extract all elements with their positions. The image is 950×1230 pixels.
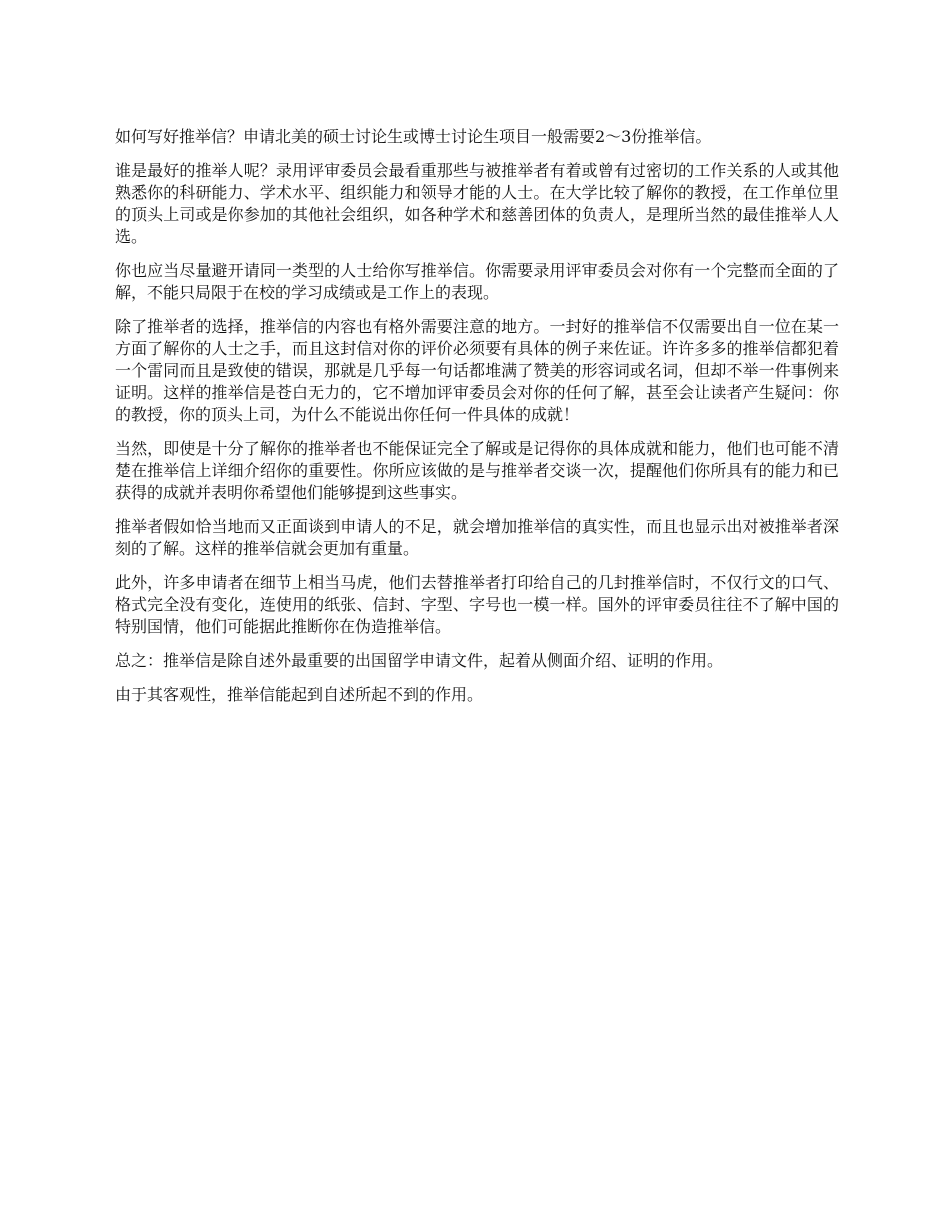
paragraph-shortcomings: 推举者假如恰当地而又正面谈到申请人的不足，就会增加推举信的真实性，而且也显示出对被推举者深刻的了解。这样的推举信就会更加有重量。 — [115, 517, 839, 558]
paragraph-intro: 如何写好推举信？申请北美的硕士讨论生或博士讨论生项目一般需要2～3份推举信。 — [115, 127, 712, 146]
paragraph-best-recommender: 谁是最好的推举人呢？录用评审委员会最看重那些与被推举者有着或曾有过密切的工作关系的人或其他熟悉你的科研能力、学术水平、组织能力和领导才能的人士。在大学比较了解你的教授，在工作单位里的顶头上司或是你参加的其他社会组织，如各种学术和慈善团体的负责人，是理所当然的最佳推举人人选。 — [115, 161, 839, 246]
paragraph-avoid-same-type: 你也应当尽量避开请同一类型的人士给你写推举信。你需要录用评审委员会对你有一个完整而全面的了解，不能只局限于在校的学习成绩或是工作上的表现。 — [115, 261, 839, 302]
paragraph-communicate: 当然，即使是十分了解你的推举者也不能保证完全了解或是记得你的具体成就和能力，他们也可能不清楚在推举信上详细介绍你的重要性。你所应该做的是与推举者交谈一次，提醒他们你所具有的能力和已获得的成就并表明你希望他们能够提到这些事实。 — [115, 439, 839, 502]
paragraph-details: 此外，许多申请者在细节上相当马虎，他们去替推举者打印给自己的几封推举信时，不仅行文的口气、格式完全没有变化，连使用的纸张、信封、字型、字号也一模一样。国外的评审委员往往不了解中国的特别国情，他们可能据此推断你在伪造推举信。 — [115, 573, 839, 636]
paragraph-objectivity: 由于其客观性，推举信能起到自述所起不到的作用。 — [115, 685, 484, 704]
paragraph-content: 除了推举者的选择，推举信的内容也有格外需要注意的地方。一封好的推举信不仅需要出自一位在某一方面了解你的人士之手，而且这封信对你的评价必须要有具体的例子来佐证。许许多多的推举信都犯着一个雷同而且是致使的错误，那就是几乎每一句话都堆满了赞美的形容词或名词，但却不举一件事例来证明。这样的推举信是苍白无力的，它不增加评审委员会对你的任何了解，甚至会让读者产生疑问：你的教授，你的顶头上司，为什么不能说出你任何一件具体的成就！ — [115, 317, 839, 424]
document-body — [115, 126, 839, 718]
paragraph-summary: 总之：推举信是除自述外最重要的出国留学申请文件，起着从侧面介绍、证明的作用。 — [115, 651, 724, 670]
